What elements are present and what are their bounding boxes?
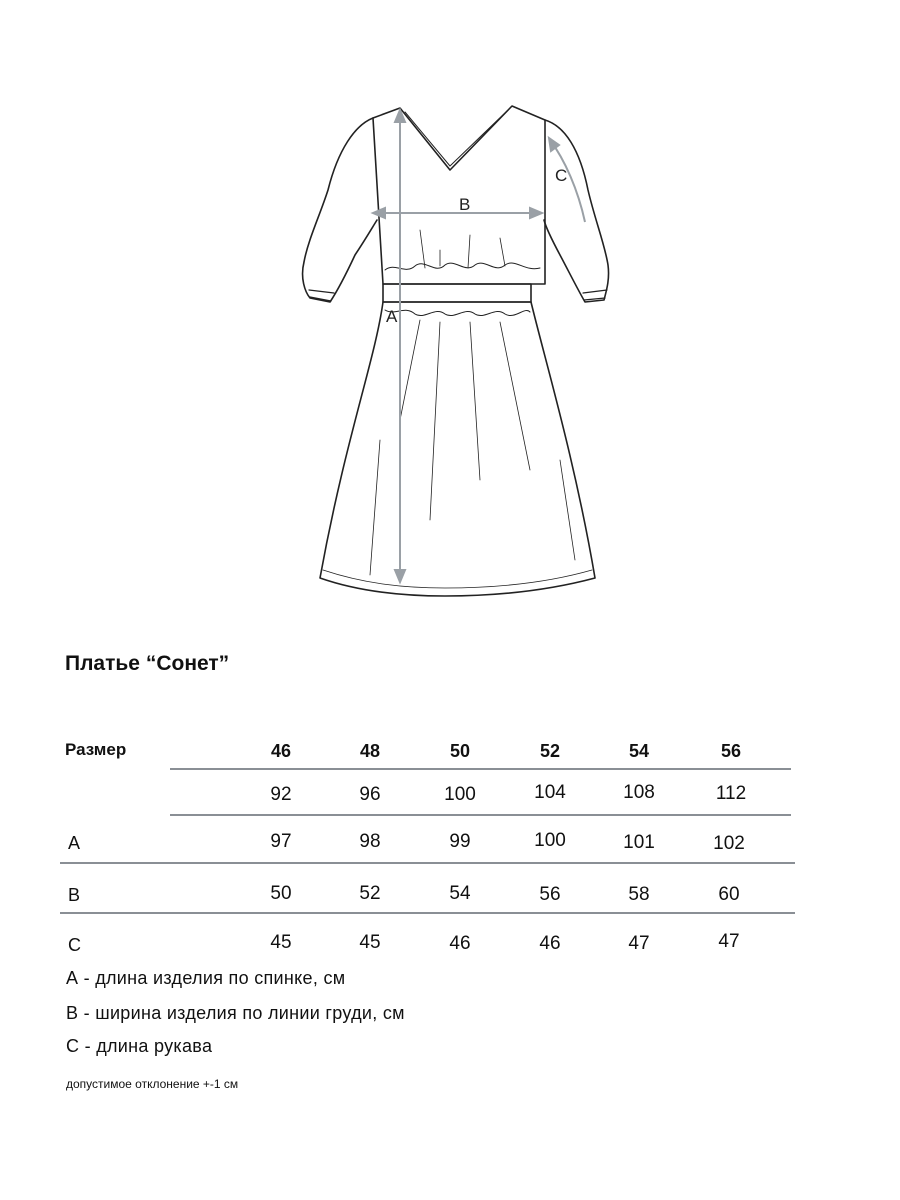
row-c-56: 47 <box>718 931 740 952</box>
chest-50: 100 <box>444 784 476 805</box>
note-c: С - длина рукава <box>66 1036 213 1056</box>
note-a: А - длина изделия по спинке, см <box>66 968 346 988</box>
right-cuff <box>583 290 607 300</box>
chest-54: 108 <box>623 782 655 803</box>
skirt-outline <box>320 302 595 596</box>
row-label-a: A <box>68 833 81 853</box>
row-label-c: C <box>68 935 81 955</box>
measure-b-arrow-right <box>530 208 542 218</box>
table-rule <box>170 768 791 770</box>
row-a-52: 100 <box>534 830 566 851</box>
neckline <box>405 110 508 166</box>
row-b-56: 60 <box>718 884 740 905</box>
size-54: 54 <box>628 741 650 761</box>
row-c-48: 45 <box>359 932 381 953</box>
measure-c-label: C <box>555 166 568 185</box>
size-48: 48 <box>359 741 381 761</box>
measure-c-arrow <box>549 138 559 151</box>
size-52: 52 <box>539 741 561 761</box>
row-c-52: 46 <box>539 933 561 954</box>
row-c-46: 45 <box>270 932 292 953</box>
chest-48: 96 <box>359 784 381 805</box>
row-b-48: 52 <box>359 883 381 904</box>
row-b-52: 56 <box>539 884 561 905</box>
row-a-48: 98 <box>359 831 381 852</box>
measure-b-arrow-left <box>373 208 385 218</box>
measure-b-label: B <box>459 195 471 214</box>
row-b-50: 54 <box>449 883 471 904</box>
row-c-54: 47 <box>628 933 650 954</box>
row-a-54: 101 <box>623 832 655 853</box>
chest-56: 112 <box>715 783 747 804</box>
chest-46: 92 <box>270 784 292 805</box>
product-title: Платье “Сонет” <box>65 652 230 675</box>
measure-a-label: A <box>386 307 398 326</box>
size-label: Размер <box>65 740 127 759</box>
chest-52: 104 <box>534 782 566 803</box>
size-50: 50 <box>449 741 471 761</box>
row-a-46: 97 <box>270 831 292 852</box>
waistband <box>383 284 531 302</box>
size-46: 46 <box>270 741 292 761</box>
row-b-54: 58 <box>628 884 650 905</box>
row-a-50: 99 <box>449 831 471 852</box>
tolerance-note: допустимое отклонение +-1 см <box>66 1077 239 1091</box>
left-sleeve <box>303 118 377 302</box>
row-b-46: 50 <box>270 883 292 904</box>
table-rule <box>60 912 795 914</box>
size-56: 56 <box>720 741 742 761</box>
note-b: В - ширина изделия по линии груди, см <box>66 1003 405 1023</box>
row-c-50: 46 <box>449 933 471 954</box>
row-label-b: B <box>68 885 81 905</box>
table-rule <box>170 814 791 816</box>
table-rule <box>60 862 795 864</box>
row-a-56: 102 <box>713 833 745 854</box>
measure-a-arrow-bottom <box>395 570 405 582</box>
